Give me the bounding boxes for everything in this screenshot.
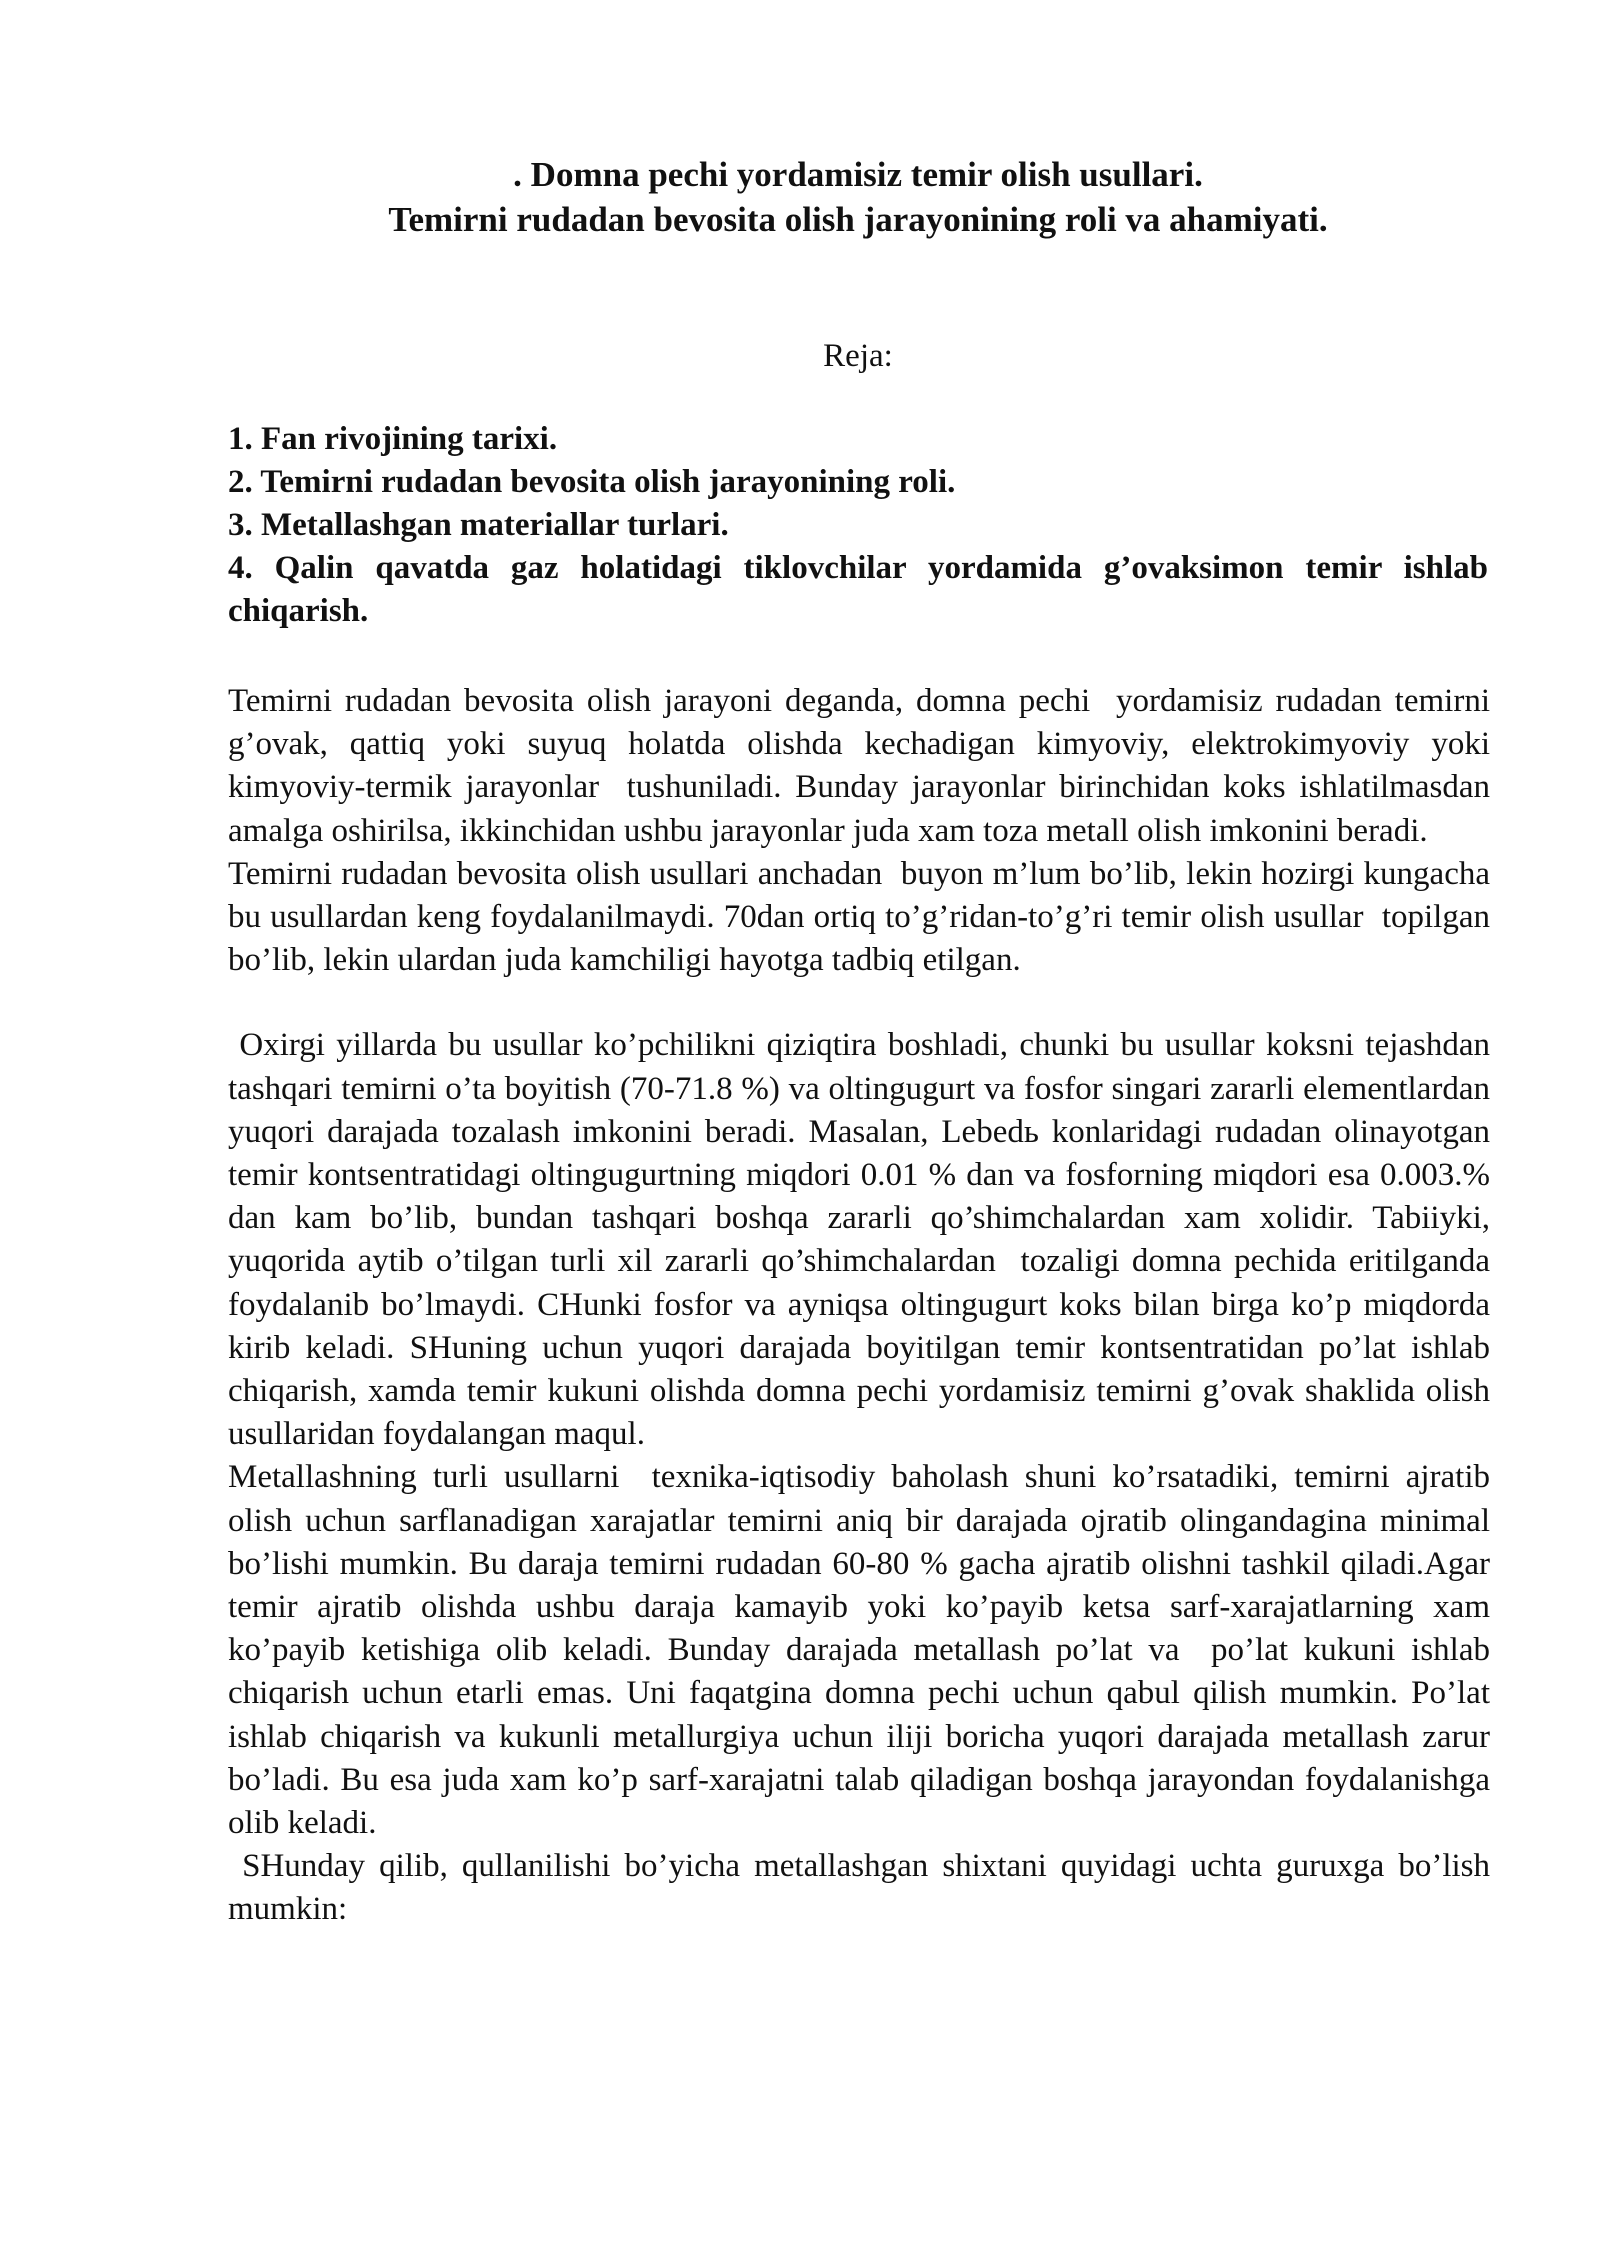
paragraph-4: Metallashning turli usullarni texnika-iqtisodiy baholash shuni ko’rsatadiki, temirni ajratib olish uchun sarflanadigan xarajatlar temirni aniq bir darajada ojratib olingandagina minimal bo’lishi mumkin. Bu daraja temirni rudadan 60-80 % gacha ajratib olishni tashkil qiladi.Agar temir ajratib olishda ushbu daraja kamayib yoki ko’payib ketsa sarf-xarajatlarning xam ko’payib ketishiga olib keladi. Bunday darajada metallash po’lat va po’lat kukuni ishlab chiqarish uchun etarli emas. Uni faqatgina domna pechi uchun qabul qilish mumkin. Po’lat ishlab chiqarish va kukunli metallurgiya uchun iliji boricha yuqori darajada metallash zarur bo’ladi. Bu esa juda xam ko’p sarf-xarajatni talab qiladigan boshqa jarayondan foydalanishga olib keladi. bbox=[228, 1459, 1499, 1842]
plan-item-1: 1. Fan rivojining tarixi. bbox=[228, 421, 558, 457]
paragraph-2: Temirni rudadan bevosita olish usullari anchadan buyon m’lum bo’lib, lekin hozirgi kungacha bu usullardan keng foydalanilmaydi. 70dan ortiq to’g’ridan-to’g’ri temir olish usullar topilgan bo’lib, lekin ulardan juda kamchiligi hayotga tadbiq etilgan. bbox=[228, 855, 1507, 979]
title-line-2: Temirni rudadan bevosita olish jarayonining roli va ahamiyati. bbox=[388, 200, 1328, 239]
body-text bbox=[228, 680, 1507, 1932]
plan-heading: Reja: bbox=[823, 338, 893, 374]
plan-item-2: 2. Temirni rudadan bevosita olish jarayonining roli. bbox=[228, 464, 956, 500]
plan-list bbox=[228, 418, 1488, 633]
plan-item-4: 4. Qalin qavatda gaz holatidagi tiklovchilar yordamida g’ovaksimon temir ishlab chiqarish. bbox=[228, 550, 1488, 629]
document-title bbox=[228, 152, 1488, 242]
title-line-1: . Domna pechi yordamisiz temir olish usullari. bbox=[513, 155, 1203, 194]
paragraph-3: Oxirgi yillarda bu usullar ko’pchilikni qiziqtira boshladi, chunki bu usullar koksni tejashdan tashqari temirni o’ta boyitish (70-71.8 %) va oltingugurt va fosfor singari zararli elementlardan yuqori darajada tozalash imkonini beradi. Masalan, Lebedь konlaridagi rudadan olinayotgan temir kontsentratidagi oltingugurtning miqdori 0.01 % dan va fosforning miqdori esa 0.003.% dan kam bo’lib, bundan tashqari boshqa zararli qo’shimchalardan xam xolidir. Tabiiyki, yuqorida aytib o’tilgan turli xil zararli qo’shimchalardan tozaligi domna pechida eritilganda foydalanib bo’lmaydi. CHunki fosfor va ayniqsa oltingugurt koks bilan birga ko’p miqdorda kirib keladi. SHuning uchun yuqori darajada boyitilgan temir kontsentratidan po’lat ishlab chiqarish, xamda temir kukuni olishda domna pechi yordamisiz temirni g’ovak shaklida olish usullaridan foydalangan maqul. bbox=[228, 1027, 1499, 1453]
paragraph-1: Temirni rudadan bevosita olish jarayoni deganda, domna pechi yordamisiz rudadan temirni g’ovak, qattiq yoki suyuq holatda olishda kechadigan kimyoviy, elektrokimyoviy yoki kimyoviy-termik jarayonlar tushuniladi. Bunday jarayonlar birinchidan koks ishlatilmasdan amalga oshirilsa, ikkinchidan ushbu jarayonlar juda xam toza metall olish imkonini beradi. bbox=[228, 683, 1499, 849]
paragraph-5: SHunday qilib, qullanilishi bo’yicha metallashgan shixtani quyidagi uchta guruxga bo’lish mumkin: bbox=[228, 1848, 1499, 1928]
plan-item-3: 3. Metallashgan materiallar turlari. bbox=[228, 507, 729, 543]
